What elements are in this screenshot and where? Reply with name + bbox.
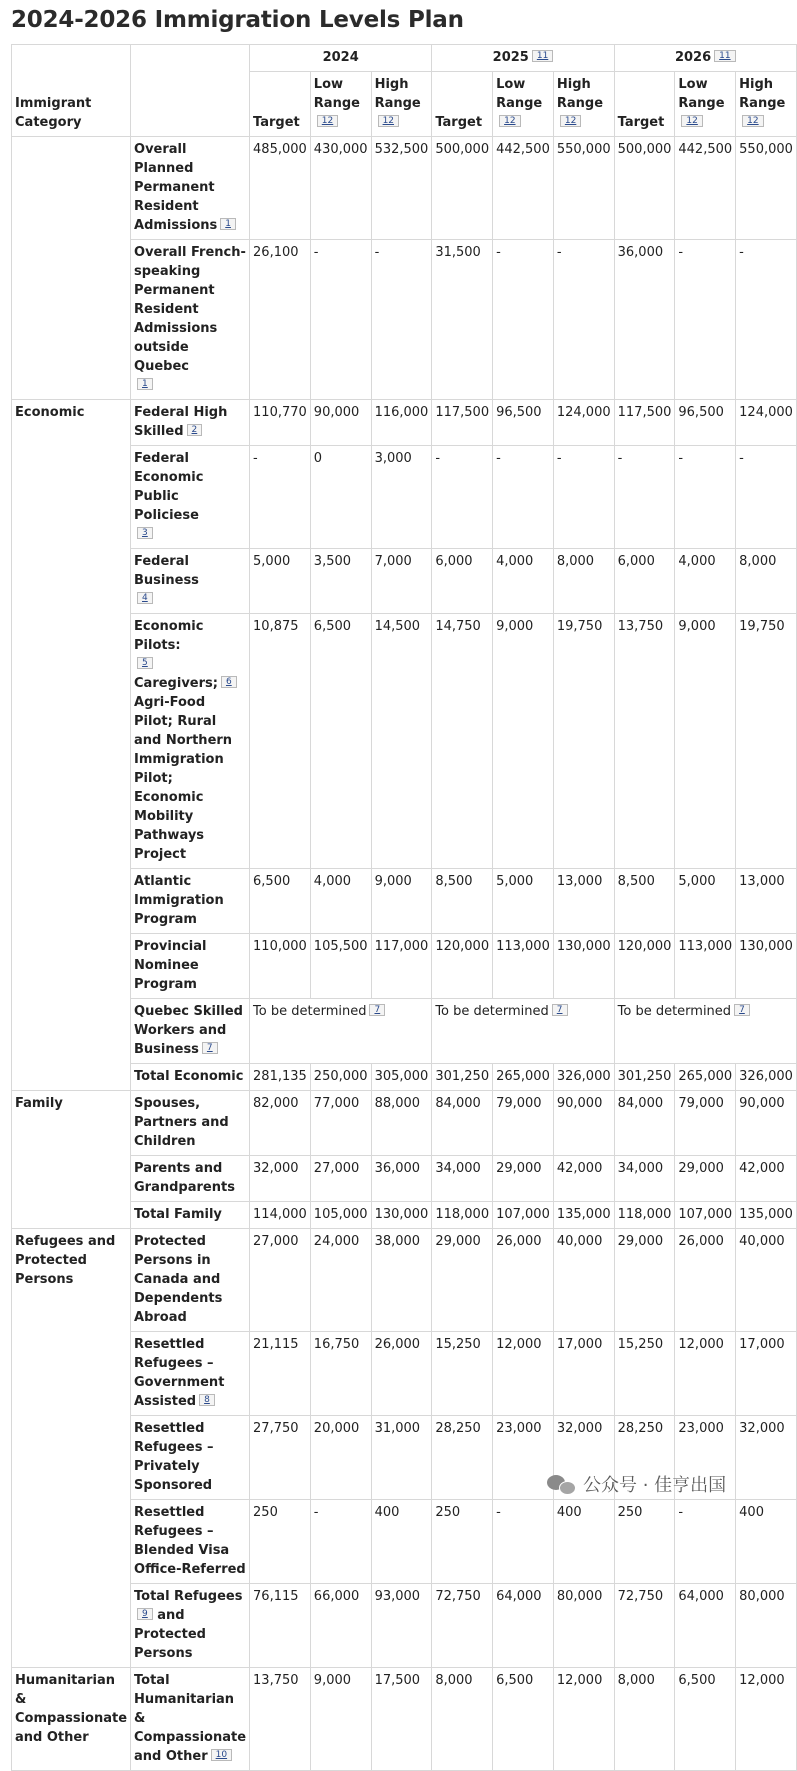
value-cell: 12,000 xyxy=(493,1332,554,1416)
value-cell: 265,000 xyxy=(675,1064,736,1091)
value-cell: 105,000 xyxy=(310,1202,371,1229)
footnote-link[interactable]: 2 xyxy=(187,424,203,436)
tbd-cell xyxy=(432,999,614,1064)
value-cell: 130,000 xyxy=(371,1202,432,1229)
high-range-header xyxy=(553,72,614,137)
value-cell: 4,000 xyxy=(493,549,554,614)
value-cell: - xyxy=(250,446,311,549)
watermark-text: 公众号 · 佳亨出国 xyxy=(583,1475,727,1496)
program-label: Total Refugees xyxy=(134,1589,243,1604)
value-cell: 8,500 xyxy=(432,869,493,934)
value-cell: 8,000 xyxy=(553,549,614,614)
value-cell: 8,000 xyxy=(614,1668,675,1771)
program-label: Spouses, Partners and Children xyxy=(134,1096,229,1149)
target-label: Target xyxy=(435,115,483,130)
value-cell: 265,000 xyxy=(493,1064,554,1091)
value-cell: 15,250 xyxy=(614,1332,675,1416)
value-cell: 9,000 xyxy=(310,1668,371,1771)
value-cell: 118,000 xyxy=(614,1202,675,1229)
program-cell xyxy=(131,446,250,549)
value-cell: 38,000 xyxy=(371,1229,432,1332)
footnote-link[interactable]: 1 xyxy=(137,378,153,390)
table-row xyxy=(12,1091,797,1156)
value-cell: 12,000 xyxy=(736,1668,797,1771)
year-label: 2025 xyxy=(492,50,529,65)
value-cell: 36,000 xyxy=(614,240,675,400)
low-range-header xyxy=(493,72,554,137)
value-cell: 9,000 xyxy=(493,614,554,869)
value-cell: - xyxy=(736,446,797,549)
program-label: Resettled Refugees – Government Assisted xyxy=(134,1337,225,1409)
tbd-text: To be determined xyxy=(617,1004,732,1019)
program-cell xyxy=(131,1416,250,1500)
value-cell: 532,500 xyxy=(371,137,432,240)
value-cell: 16,750 xyxy=(310,1332,371,1416)
target-header xyxy=(432,72,493,137)
value-cell: - xyxy=(675,446,736,549)
footnote-link[interactable]: 4 xyxy=(137,592,153,604)
value-cell: 118,000 xyxy=(432,1202,493,1229)
tbd-cell xyxy=(250,999,432,1064)
value-cell: 430,000 xyxy=(310,137,371,240)
watermark xyxy=(547,1471,726,1497)
levels-plan-table xyxy=(11,44,797,1771)
year-header-2026 xyxy=(614,45,796,72)
value-cell: 14,750 xyxy=(432,614,493,869)
program-cell xyxy=(131,1091,250,1156)
program-label: Parents and Grandparents xyxy=(134,1161,235,1195)
value-cell: 14,500 xyxy=(371,614,432,869)
category-cell xyxy=(12,1229,131,1668)
footnote-link[interactable]: 11 xyxy=(714,50,735,62)
value-cell: 96,500 xyxy=(675,400,736,446)
value-cell: 9,000 xyxy=(371,869,432,934)
value-cell: 84,000 xyxy=(432,1091,493,1156)
value-cell: 93,000 xyxy=(371,1584,432,1668)
value-cell: 88,000 xyxy=(371,1091,432,1156)
value-cell: 107,000 xyxy=(675,1202,736,1229)
value-cell: 305,000 xyxy=(371,1064,432,1091)
value-cell: 120,000 xyxy=(614,934,675,999)
category-cell xyxy=(12,400,131,1091)
value-cell: 250 xyxy=(250,1500,311,1584)
value-cell: 12,000 xyxy=(675,1332,736,1416)
value-cell: 442,500 xyxy=(675,137,736,240)
value-cell: 301,250 xyxy=(614,1064,675,1091)
value-cell: 23,000 xyxy=(675,1416,736,1500)
program-cell xyxy=(131,137,250,240)
program-label: Resettled Refugees – Privately Sponsored xyxy=(134,1421,214,1493)
value-cell: 400 xyxy=(553,1500,614,1584)
high-range-header xyxy=(371,72,432,137)
value-cell: 13,000 xyxy=(736,869,797,934)
value-cell: - xyxy=(310,1500,371,1584)
value-cell: 72,750 xyxy=(614,1584,675,1668)
program-cell xyxy=(131,1500,250,1584)
program-label: Quebec Skilled Workers and Business xyxy=(134,1004,243,1057)
value-cell: 31,000 xyxy=(371,1416,432,1500)
tbd-text: To be determined xyxy=(435,1004,549,1019)
value-cell: 17,500 xyxy=(371,1668,432,1771)
value-cell: 107,000 xyxy=(493,1202,554,1229)
value-cell: 27,750 xyxy=(250,1416,311,1500)
value-cell: 15,250 xyxy=(432,1332,493,1416)
value-cell: 7,000 xyxy=(371,549,432,614)
value-cell: 21,115 xyxy=(250,1332,311,1416)
value-cell: - xyxy=(371,240,432,400)
value-cell: 124,000 xyxy=(553,400,614,446)
value-cell: 105,500 xyxy=(310,934,371,999)
value-cell: 326,000 xyxy=(553,1064,614,1091)
value-cell: 26,100 xyxy=(250,240,311,400)
value-cell: 110,000 xyxy=(250,934,311,999)
program-label: Resettled Refugees – Blended Visa Office-Referred xyxy=(134,1505,246,1577)
program-label: Caregivers; xyxy=(134,676,218,691)
program-cell xyxy=(131,400,250,446)
footnote-link[interactable]: 5 xyxy=(137,657,153,669)
value-cell: 40,000 xyxy=(553,1229,614,1332)
high-range-header xyxy=(736,72,797,137)
value-cell: 8,500 xyxy=(614,869,675,934)
value-cell: 117,000 xyxy=(371,934,432,999)
tbd-cell xyxy=(614,999,796,1064)
footnote-link[interactable]: 11 xyxy=(532,50,553,62)
value-cell: 32,000 xyxy=(553,1416,614,1500)
value-cell: 500,000 xyxy=(432,137,493,240)
value-cell: 442,500 xyxy=(493,137,554,240)
category-label: Family xyxy=(15,1096,63,1111)
program-cell xyxy=(131,1064,250,1091)
value-cell: 13,000 xyxy=(553,869,614,934)
low-range-header xyxy=(310,72,371,137)
value-cell: 42,000 xyxy=(553,1156,614,1202)
value-cell: 6,000 xyxy=(432,549,493,614)
program-cell xyxy=(131,240,250,400)
program-label: Overall Planned Permanent Resident Admissions xyxy=(134,142,218,233)
value-cell: 135,000 xyxy=(736,1202,797,1229)
value-cell: 79,000 xyxy=(493,1091,554,1156)
program-label: Provincial Nominee Program xyxy=(134,939,207,992)
range-label: Low Range xyxy=(496,77,543,111)
target-label: Target xyxy=(617,115,665,130)
value-cell: 326,000 xyxy=(736,1064,797,1091)
value-cell: 116,000 xyxy=(371,400,432,446)
category-label: Economic xyxy=(15,405,85,420)
footnote-link[interactable]: 12 xyxy=(499,115,520,127)
value-cell: 82,000 xyxy=(250,1091,311,1156)
value-cell: 23,000 xyxy=(493,1416,554,1500)
value-cell: 34,000 xyxy=(614,1156,675,1202)
value-cell: 13,750 xyxy=(250,1668,311,1771)
value-cell: - xyxy=(493,446,554,549)
table-row xyxy=(12,1229,797,1332)
value-cell: 485,000 xyxy=(250,137,311,240)
program-label: Total Economic xyxy=(134,1069,244,1084)
footnote-link[interactable]: 3 xyxy=(137,527,153,539)
program-label: and Protected Persons xyxy=(134,1608,206,1661)
value-cell: 27,000 xyxy=(310,1156,371,1202)
year-header-row xyxy=(12,45,797,72)
year-label: 2024 xyxy=(322,50,359,65)
value-cell: 79,000 xyxy=(675,1091,736,1156)
range-label: Low Range xyxy=(678,77,725,111)
value-cell: 84,000 xyxy=(614,1091,675,1156)
value-cell: - xyxy=(675,1500,736,1584)
table-body xyxy=(12,137,797,1771)
program-cell xyxy=(131,1668,250,1771)
value-cell: 90,000 xyxy=(553,1091,614,1156)
value-cell: 113,000 xyxy=(493,934,554,999)
program-label: Protected Persons in Canada and Dependents Abroad xyxy=(134,1234,223,1325)
range-label: Low Range xyxy=(313,77,360,111)
value-cell: 66,000 xyxy=(310,1584,371,1668)
value-cell: 301,250 xyxy=(432,1064,493,1091)
footnote-link[interactable]: 12 xyxy=(560,115,581,127)
value-cell: 26,000 xyxy=(493,1229,554,1332)
value-cell: 6,000 xyxy=(614,549,675,614)
footnote-link[interactable]: 12 xyxy=(681,115,702,127)
footnote-link[interactable]: 7 xyxy=(552,1004,568,1016)
table-row xyxy=(12,137,797,240)
value-cell: - xyxy=(614,446,675,549)
value-cell: 400 xyxy=(371,1500,432,1584)
value-cell: 9,000 xyxy=(675,614,736,869)
footnote-link[interactable]: 6 xyxy=(221,676,237,688)
value-cell: 5,000 xyxy=(493,869,554,934)
category-label: Humanitarian & Compassionate and Other xyxy=(15,1673,128,1745)
value-cell: 17,000 xyxy=(736,1332,797,1416)
year-header-2025 xyxy=(432,45,614,72)
value-cell: 12,000 xyxy=(553,1668,614,1771)
value-cell: 117,500 xyxy=(432,400,493,446)
value-cell: 40,000 xyxy=(736,1229,797,1332)
range-label: High Range xyxy=(739,77,786,111)
footnote-link[interactable]: 8 xyxy=(199,1394,215,1406)
program-cell xyxy=(131,1229,250,1332)
value-cell: 6,500 xyxy=(493,1668,554,1771)
value-cell: 120,000 xyxy=(432,934,493,999)
value-cell: 96,500 xyxy=(493,400,554,446)
program-label: Economic Pilots: xyxy=(134,619,204,653)
footnote-link[interactable]: 7 xyxy=(734,1004,750,1016)
value-cell: - xyxy=(310,240,371,400)
value-cell: 124,000 xyxy=(736,400,797,446)
value-cell: 500,000 xyxy=(614,137,675,240)
category-cell xyxy=(12,1668,131,1771)
value-cell: 5,000 xyxy=(675,869,736,934)
range-label: High Range xyxy=(556,77,604,111)
program-cell xyxy=(131,614,250,869)
value-cell: 28,250 xyxy=(432,1416,493,1500)
value-cell: 8,000 xyxy=(432,1668,493,1771)
value-cell: - xyxy=(736,240,797,400)
value-cell: 27,000 xyxy=(250,1229,311,1332)
value-cell: 5,000 xyxy=(250,549,311,614)
value-cell: 77,000 xyxy=(310,1091,371,1156)
value-cell: 281,135 xyxy=(250,1064,311,1091)
table-row xyxy=(12,1668,797,1771)
value-cell: - xyxy=(493,240,554,400)
target-header xyxy=(250,72,311,137)
footnote-link[interactable]: 12 xyxy=(317,115,338,127)
program-header xyxy=(131,45,250,137)
value-cell: 90,000 xyxy=(310,400,371,446)
value-cell: 80,000 xyxy=(553,1584,614,1668)
value-cell: 4,000 xyxy=(675,549,736,614)
value-cell: 4,000 xyxy=(310,869,371,934)
footnote-link[interactable]: 1 xyxy=(220,218,236,230)
value-cell: 80,000 xyxy=(736,1584,797,1668)
value-cell: 0 xyxy=(310,446,371,549)
program-label: Agri-Food Pilot; Rural and Northern Immigration Pilot; Economic Mobility Pathways Project xyxy=(134,695,233,862)
value-cell: 135,000 xyxy=(553,1202,614,1229)
value-cell: 90,000 xyxy=(736,1091,797,1156)
value-cell: 29,000 xyxy=(493,1156,554,1202)
value-cell: 76,115 xyxy=(250,1584,311,1668)
value-cell: 113,000 xyxy=(675,934,736,999)
value-cell: 24,000 xyxy=(310,1229,371,1332)
value-cell: 31,500 xyxy=(432,240,493,400)
program-label: Atlantic Immigration Program xyxy=(134,874,224,927)
value-cell: 6,500 xyxy=(675,1668,736,1771)
footnote-link[interactable]: 7 xyxy=(202,1042,218,1054)
value-cell: 32,000 xyxy=(250,1156,311,1202)
value-cell: 130,000 xyxy=(736,934,797,999)
year-label: 2026 xyxy=(674,50,712,65)
range-label: High Range xyxy=(374,77,421,111)
value-cell: 13,750 xyxy=(614,614,675,869)
program-label: Federal Business xyxy=(134,554,199,588)
value-cell: 400 xyxy=(736,1500,797,1584)
value-cell: 250 xyxy=(614,1500,675,1584)
value-cell: 36,000 xyxy=(371,1156,432,1202)
tbd-text: To be determined xyxy=(253,1004,367,1019)
value-cell: - xyxy=(675,240,736,400)
year-header-2024 xyxy=(250,45,432,72)
value-cell: 117,500 xyxy=(614,400,675,446)
program-label: Total Family xyxy=(134,1207,222,1222)
footnote-link[interactable]: 7 xyxy=(369,1004,385,1016)
value-cell: 250,000 xyxy=(310,1064,371,1091)
category-cell xyxy=(12,1091,131,1229)
value-cell: 29,000 xyxy=(614,1229,675,1332)
program-cell xyxy=(131,934,250,999)
value-cell: 26,000 xyxy=(675,1229,736,1332)
value-cell: 6,500 xyxy=(310,614,371,869)
footnote-link[interactable]: 12 xyxy=(742,115,763,127)
target-label: Target xyxy=(253,115,300,130)
value-cell: 29,000 xyxy=(432,1229,493,1332)
value-cell: 17,000 xyxy=(553,1332,614,1416)
program-label: Total Humanitarian & Compassionate and Other xyxy=(134,1673,247,1764)
value-cell: 28,250 xyxy=(614,1416,675,1500)
program-cell xyxy=(131,1156,250,1202)
value-cell: 130,000 xyxy=(553,934,614,999)
program-cell xyxy=(131,1584,250,1668)
wechat-icon xyxy=(547,1474,575,1494)
value-cell: 550,000 xyxy=(736,137,797,240)
footnote-link[interactable]: 10 xyxy=(211,1749,232,1761)
table-row xyxy=(12,400,797,446)
program-cell xyxy=(131,869,250,934)
value-cell: 72,750 xyxy=(432,1584,493,1668)
category-header: Immigrant Category xyxy=(12,45,131,137)
value-cell: 8,000 xyxy=(736,549,797,614)
value-cell: 250 xyxy=(432,1500,493,1584)
value-cell: 34,000 xyxy=(432,1156,493,1202)
category-cell xyxy=(12,137,131,400)
program-cell xyxy=(131,999,250,1064)
value-cell: 20,000 xyxy=(310,1416,371,1500)
program-label: Federal Economic Public Policiese xyxy=(134,451,204,523)
footnote-link[interactable]: 9 xyxy=(137,1608,153,1620)
page-title: 2024-2026 Immigration Levels Plan xyxy=(11,7,464,33)
footnote-link[interactable]: 12 xyxy=(378,115,399,127)
value-cell: 550,000 xyxy=(553,137,614,240)
value-cell: 3,500 xyxy=(310,549,371,614)
value-cell: 64,000 xyxy=(493,1584,554,1668)
value-cell: - xyxy=(553,446,614,549)
value-cell: 42,000 xyxy=(736,1156,797,1202)
value-cell: 64,000 xyxy=(675,1584,736,1668)
value-cell: 3,000 xyxy=(371,446,432,549)
value-cell: 26,000 xyxy=(371,1332,432,1416)
value-cell: - xyxy=(553,240,614,400)
program-cell xyxy=(131,1332,250,1416)
low-range-header xyxy=(675,72,736,137)
value-cell: - xyxy=(493,1500,554,1584)
value-cell: 114,000 xyxy=(250,1202,311,1229)
program-cell xyxy=(131,549,250,614)
target-header xyxy=(614,72,675,137)
value-cell: 19,750 xyxy=(736,614,797,869)
value-cell: 19,750 xyxy=(553,614,614,869)
value-cell: 10,875 xyxy=(250,614,311,869)
program-label: Overall French-speaking Permanent Resident Admissions outside Quebec xyxy=(134,245,246,374)
value-cell: 32,000 xyxy=(736,1416,797,1500)
value-cell: 110,770 xyxy=(250,400,311,446)
category-label: Refugees and Protected Persons xyxy=(15,1234,116,1287)
value-cell: 29,000 xyxy=(675,1156,736,1202)
program-label: Federal High Skilled xyxy=(134,405,228,439)
program-cell xyxy=(131,1202,250,1229)
value-cell: 6,500 xyxy=(250,869,311,934)
value-cell: - xyxy=(432,446,493,549)
